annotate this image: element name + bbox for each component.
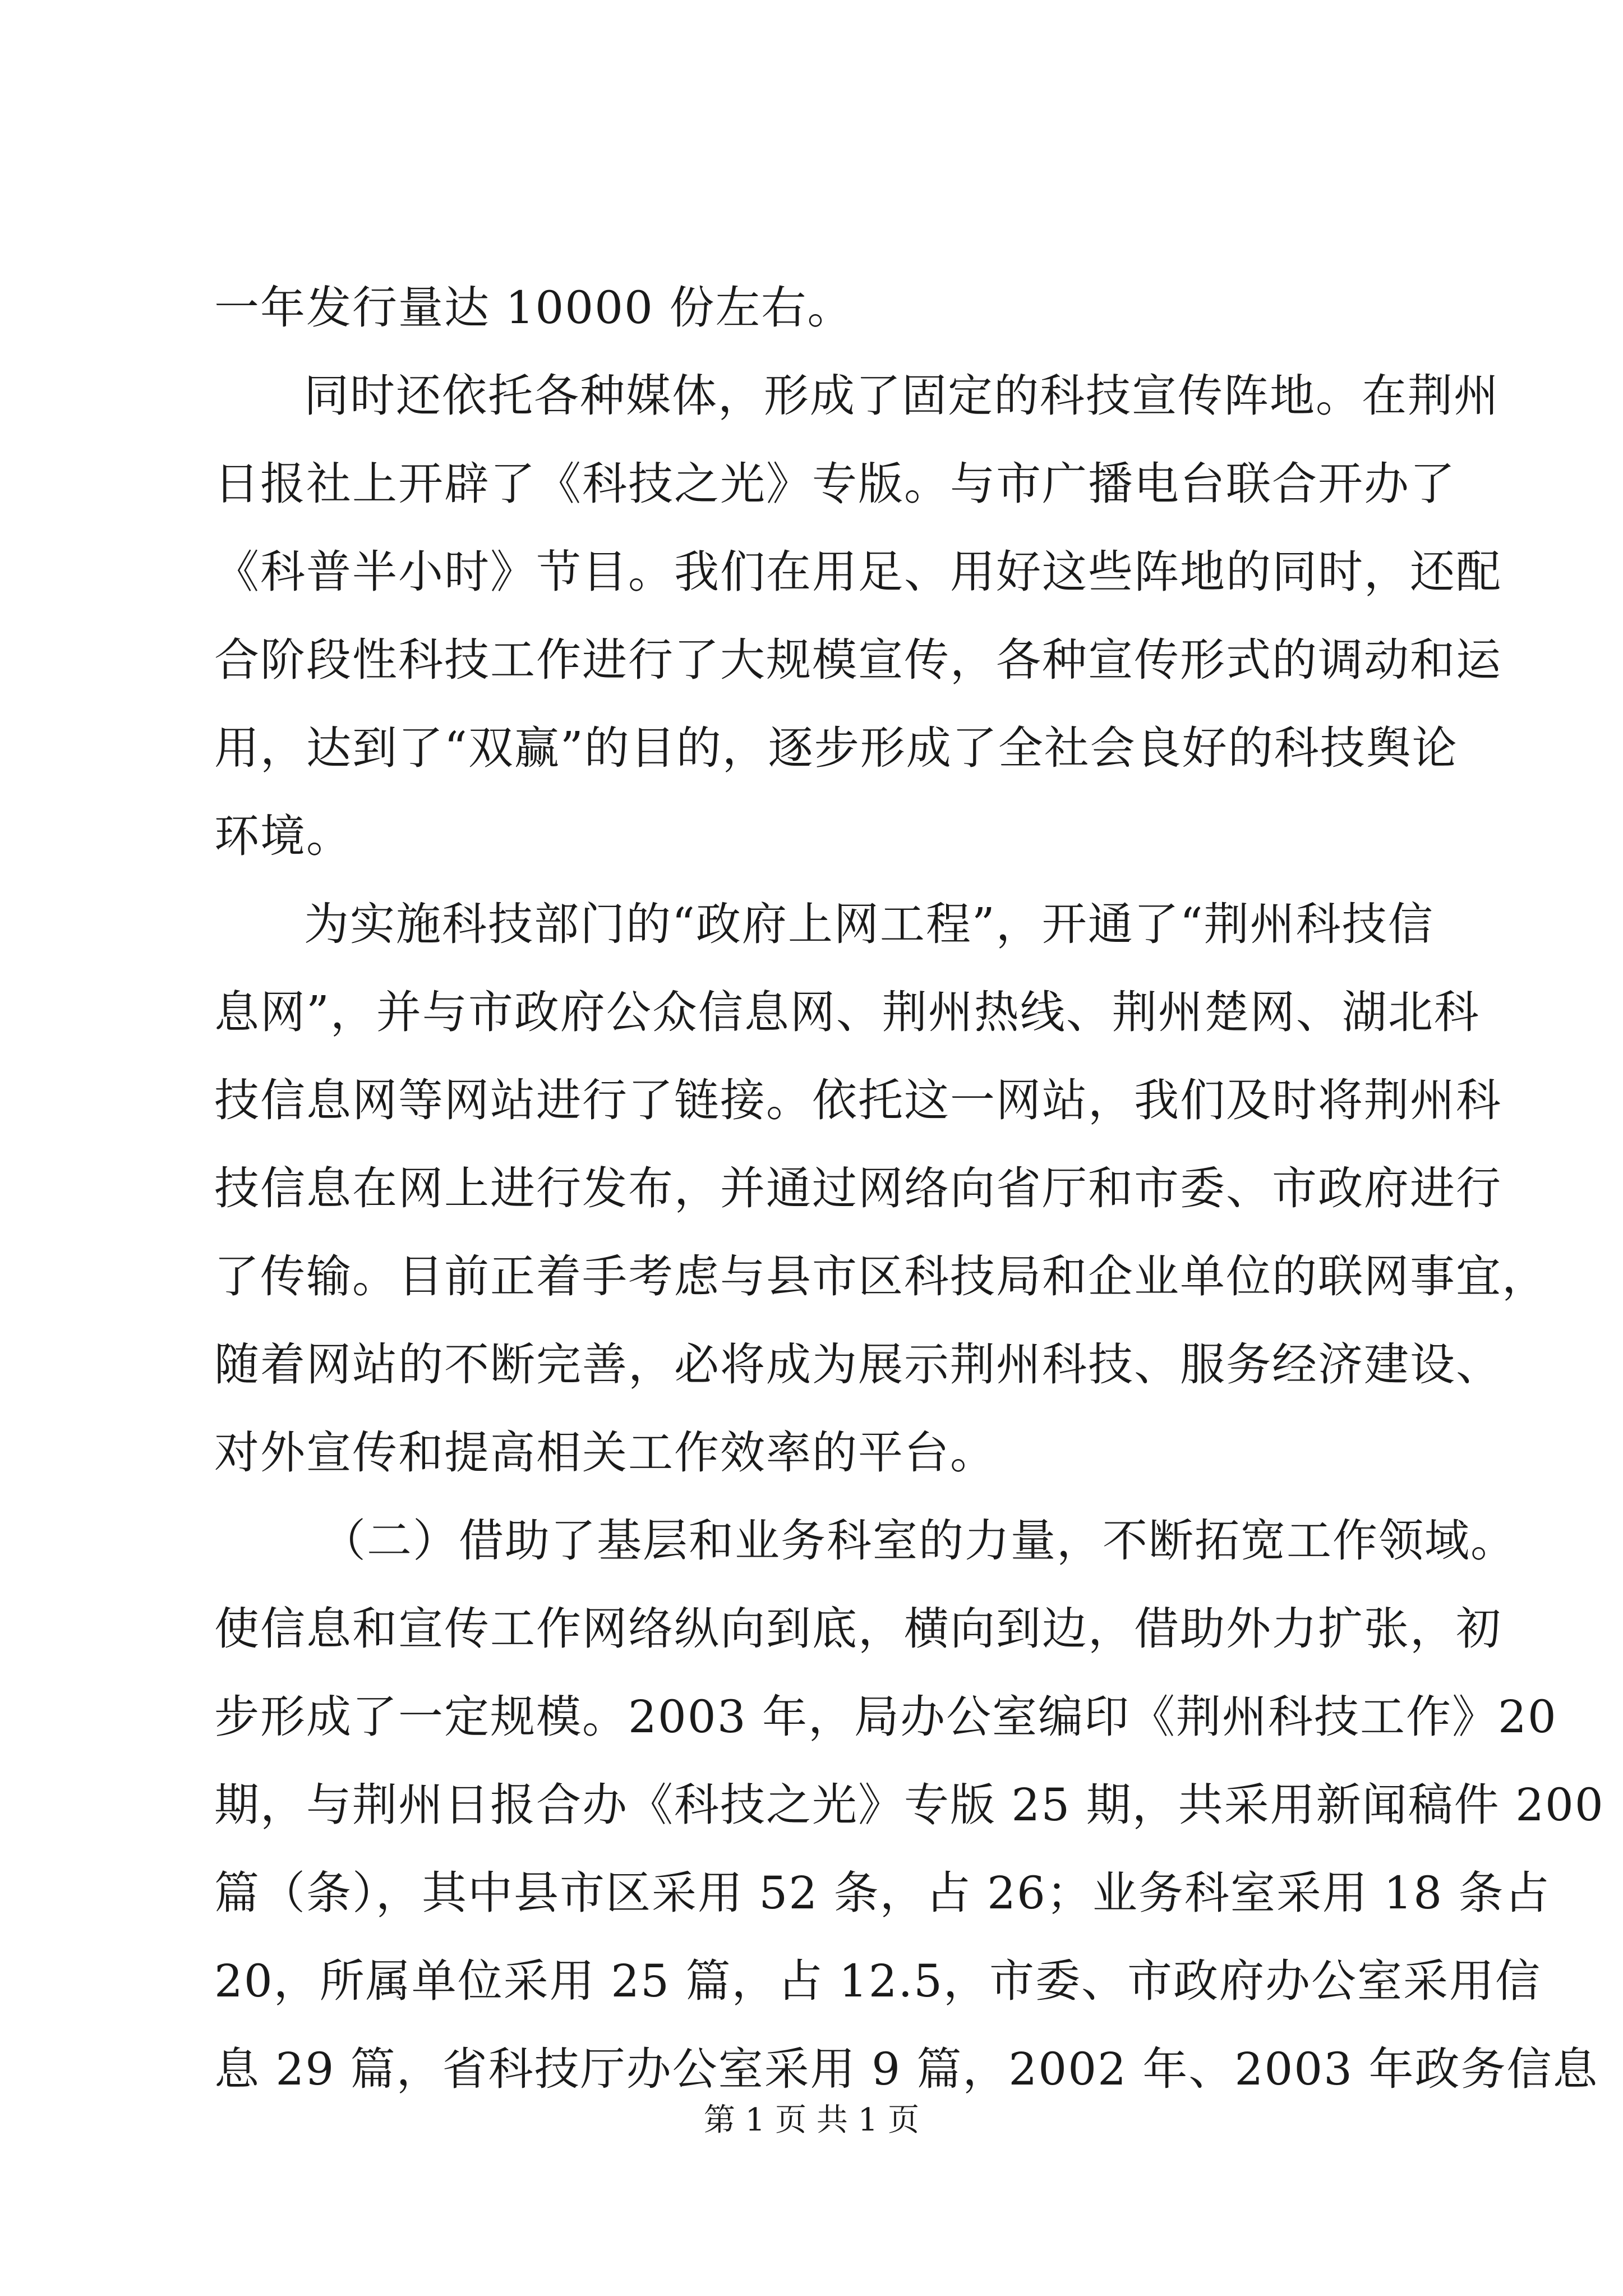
paragraph-start-line: 同时还依托各种媒体，形成了固定的科技宣传阵地。在荆州: [304, 370, 1500, 422]
text-line: 20，所属单位采用 25 篇，占 12.5，市委、市政府办公室采用信: [214, 1955, 1542, 2007]
text-line: 步形成了一定规模。2003 年，局办公室编印《荆州科技工作》20: [214, 1691, 1557, 1743]
text-line: 息网”，并与市政府公众信息网、荆州热线、荆州楚网、湖北科: [214, 986, 1480, 1038]
text-line: 技信息网等网站进行了链接。依托这一网站，我们及时将荆州科: [214, 1074, 1502, 1126]
text-line: 篇（条），其中县市区采用 52 条，占 26；业务科室采用 18 条占: [214, 1867, 1551, 1919]
text-line: 一年发行量达 10000 份左右。: [214, 282, 854, 334]
text-line: 《科普半小时》节目。我们在用足、用好这些阵地的同时，还配: [214, 546, 1502, 598]
section-heading-line: （二）借助了基层和业务科室的力量，不断拓宽工作领域。: [321, 1515, 1516, 1567]
text-line: 随着网站的不断完善，必将成为展示荆州科技、服务经济建设、: [214, 1338, 1502, 1391]
text-line: 了传输。目前正着手考虑与县市区科技局和企业单位的联网事宜，: [214, 1250, 1548, 1303]
body-text: [214, 264, 1604, 2113]
page-footer: 第 1 页 共 1 页: [703, 2102, 920, 2138]
text-line: 息 29 篇，省科技厅办公室采用 9 篇，2002 年、2003 年政务信息: [214, 2043, 1599, 2095]
paragraph-start-line: 为实施科技部门的“政府上网工程”，开通了“荆州科技信: [304, 898, 1434, 950]
text-line: 对外宣传和提高相关工作效率的平台。: [214, 1427, 996, 1479]
text-line: 用，达到了“双赢”的目的，逐步形成了全社会良好的科技舆论: [214, 722, 1458, 774]
text-line: 环境。: [214, 810, 352, 862]
text-line: 期，与荆州日报合办《科技之光》专版 25 期，共采用新闻稿件 200: [214, 1779, 1604, 1831]
text-line: 使信息和宣传工作网络纵向到底，横向到边，借助外力扩张，初: [214, 1603, 1502, 1655]
text-line: 合阶段性科技工作进行了大规模宣传，各种宣传形式的调动和运: [214, 634, 1502, 686]
text-line: 技信息在网上进行发布，并通过网络向省厅和市委、市政府进行: [214, 1162, 1502, 1214]
text-line: 日报社上开辟了《科技之光》专版。与市广播电台联合开办了: [214, 458, 1456, 510]
